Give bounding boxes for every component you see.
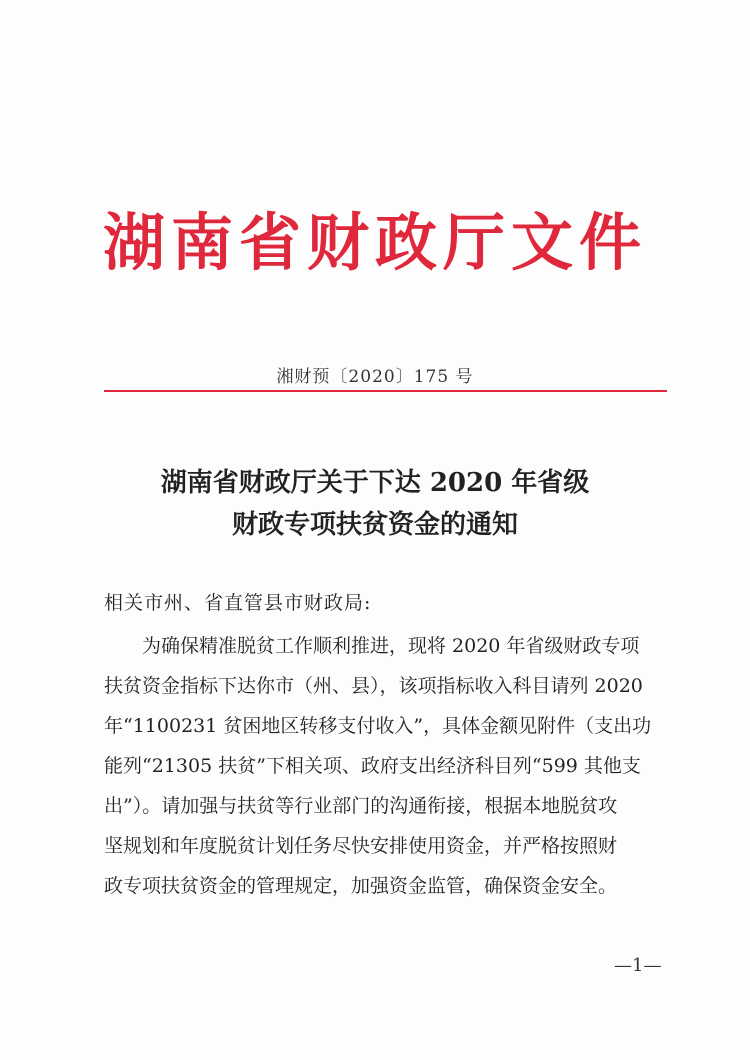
salutation: 相关市州、省直管县市财政局: <box>104 592 372 614</box>
red-divider-line <box>104 390 667 392</box>
title-line: 湖南省财政厅关于下达 2020 年省级 <box>160 468 590 498</box>
document-title <box>0 462 750 546</box>
body-paragraph <box>104 626 664 906</box>
title-line: 财政专项扶贫资金的通知 <box>231 510 518 540</box>
body-line: 坚规划和年度脱贫计划任务尽快安排使用资金，并严格按照财 <box>104 835 618 857</box>
body-line: 政专项扶贫资金的管理规定，加强资金监管，确保资金安全。 <box>104 875 618 897</box>
body-line: 能列“21305 扶贫”下相关项、政府支出经济科目列“599 其他支 <box>104 755 641 777</box>
page-number: —1— <box>614 955 662 976</box>
document-number: 湘财预〔2020〕175 号 <box>276 367 474 387</box>
masthead-title: 湖南省财政厅文件 <box>102 206 647 279</box>
body-line: 出”）。请加强与扶贫等行业部门的沟通衔接，根据本地脱贫攻 <box>104 795 618 817</box>
body-line: 年“1100231 贫困地区转移支付收入”，具体金额见附件（支出功 <box>104 715 652 737</box>
body-line: 为确保精准脱贫工作顺利推进，现将 2020 年省级财政专项 <box>142 635 640 657</box>
body-line: 扶贫资金指标下达你市（州、县），该项指标收入科目请列 2020 <box>104 675 643 697</box>
